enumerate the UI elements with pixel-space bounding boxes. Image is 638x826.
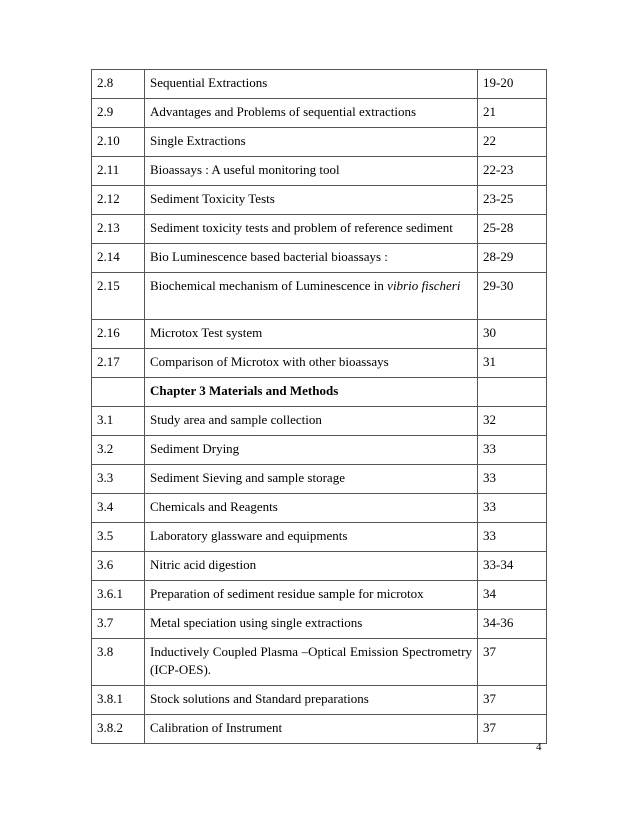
- section-title: Sediment Sieving and sample storage: [145, 465, 478, 494]
- toc-row: [92, 581, 547, 610]
- section-number: 3.8.2: [92, 715, 145, 744]
- page-range: 37: [478, 715, 547, 744]
- section-number: 2.8: [92, 70, 145, 99]
- section-number: 2.11: [92, 157, 145, 186]
- section-title: [145, 273, 478, 320]
- page-range: 34: [478, 581, 547, 610]
- toc-chapter-row: [92, 378, 547, 407]
- section-number: 3.2: [92, 436, 145, 465]
- section-title: Nitric acid digestion: [145, 552, 478, 581]
- toc-row: [92, 494, 547, 523]
- section-number: 2.14: [92, 244, 145, 273]
- toc-row: [92, 715, 547, 744]
- toc-row: [92, 215, 547, 244]
- toc-row: [92, 157, 547, 186]
- chapter-heading: Chapter 3 Materials and Methods: [145, 378, 478, 407]
- page-range: 33-34: [478, 552, 547, 581]
- section-number: 3.1: [92, 407, 145, 436]
- page-range: 37: [478, 686, 547, 715]
- section-number: 2.17: [92, 349, 145, 378]
- page-range: 22: [478, 128, 547, 157]
- toc-row: [92, 128, 547, 157]
- page-range: 33: [478, 523, 547, 552]
- page-range: 31: [478, 349, 547, 378]
- section-title: Sequential Extractions: [145, 70, 478, 99]
- toc-row: [92, 349, 547, 378]
- section-number: 3.8.1: [92, 686, 145, 715]
- toc-row: [92, 523, 547, 552]
- section-title: Sediment Drying: [145, 436, 478, 465]
- toc-row: [92, 552, 547, 581]
- toc-row: [92, 273, 547, 320]
- page-range: 30: [478, 320, 547, 349]
- section-number: 2.12: [92, 186, 145, 215]
- section-number: 2.10: [92, 128, 145, 157]
- section-title: Microtox Test system: [145, 320, 478, 349]
- section-number: 3.5: [92, 523, 145, 552]
- toc-row: [92, 244, 547, 273]
- section-title: Comparison of Microtox with other bioassays: [145, 349, 478, 378]
- page-range: 33: [478, 494, 547, 523]
- toc-row: [92, 639, 547, 686]
- table-of-contents: [91, 69, 547, 744]
- section-title: Laboratory glassware and equipments: [145, 523, 478, 552]
- toc-row: [92, 610, 547, 639]
- page-range: 28-29: [478, 244, 547, 273]
- page-range: 33: [478, 465, 547, 494]
- section-title: Single Extractions: [145, 128, 478, 157]
- toc-row: [92, 436, 547, 465]
- toc-row: [92, 320, 547, 349]
- page-range: 33: [478, 436, 547, 465]
- page-range: 29-30: [478, 273, 547, 320]
- section-number: 3.3: [92, 465, 145, 494]
- toc-row: [92, 465, 547, 494]
- section-number: 3.7: [92, 610, 145, 639]
- toc-row: [92, 70, 547, 99]
- section-number: 2.13: [92, 215, 145, 244]
- section-number: [92, 378, 145, 407]
- toc-row: [92, 407, 547, 436]
- section-number: 2.9: [92, 99, 145, 128]
- page-range: 34-36: [478, 610, 547, 639]
- page-range: 32: [478, 407, 547, 436]
- section-title: Advantages and Problems of sequential extractions: [145, 99, 478, 128]
- section-title: Sediment toxicity tests and problem of reference sediment: [145, 215, 478, 244]
- section-title: Stock solutions and Standard preparations: [145, 686, 478, 715]
- toc-row: [92, 99, 547, 128]
- toc-row: [92, 686, 547, 715]
- section-title: Bioassays : A useful monitoring tool: [145, 157, 478, 186]
- section-title: Metal speciation using single extractions: [145, 610, 478, 639]
- section-title-italic: vibrio fischeri: [387, 278, 461, 293]
- section-number: 2.15: [92, 273, 145, 320]
- section-title-text: Biochemical mechanism of Luminescence in: [150, 278, 388, 293]
- page-range: 21: [478, 99, 547, 128]
- section-number: 3.6: [92, 552, 145, 581]
- toc-row: [92, 186, 547, 215]
- section-title: Study area and sample collection: [145, 407, 478, 436]
- page-number: 4: [536, 741, 542, 753]
- page-range: [478, 378, 547, 407]
- page-range: 19-20: [478, 70, 547, 99]
- page-range: 25-28: [478, 215, 547, 244]
- section-number: 2.16: [92, 320, 145, 349]
- page-range: 23-25: [478, 186, 547, 215]
- page-range: 37: [478, 639, 547, 686]
- section-title: Inductively Coupled Plasma –Optical Emission Spectrometry (ICP-OES).: [145, 639, 478, 686]
- section-number: 3.6.1: [92, 581, 145, 610]
- section-title: Sediment Toxicity Tests: [145, 186, 478, 215]
- section-title: Bio Luminescence based bacterial bioassays :: [145, 244, 478, 273]
- section-number: 3.4: [92, 494, 145, 523]
- section-number: 3.8: [92, 639, 145, 686]
- section-title: Calibration of Instrument: [145, 715, 478, 744]
- page-range: 22-23: [478, 157, 547, 186]
- section-title: Preparation of sediment residue sample for microtox: [145, 581, 478, 610]
- section-title: Chemicals and Reagents: [145, 494, 478, 523]
